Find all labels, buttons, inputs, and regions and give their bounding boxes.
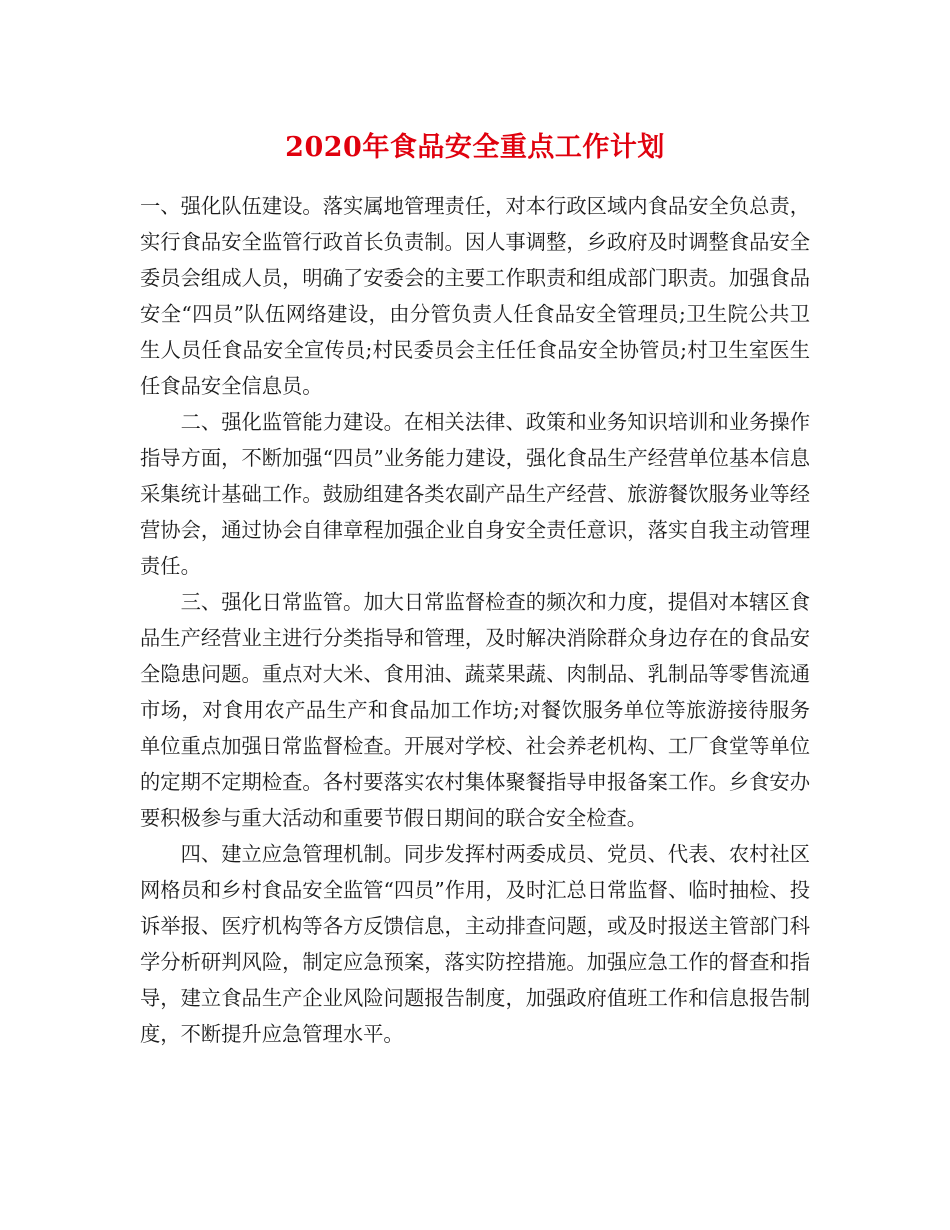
paragraph-emergency-mechanism: 四、建立应急管理机制。同步发挥村两委成员、党员、代表、农村社区网格员和乡村食品安全监管“四员”作用，及时汇总日常监督、临时抽检、投诉举报、医疗机构等各方反馈信息，主动排查问题，或及时报送主管部门科学分析研判风险，制定应急预案，落实防控措施。加强应急工作的督查和指导，建立食品生产企业风险问题报告制度，加强政府值班工作和信息报告制度，不断提升应急管理水平。 xyxy=(140,842,810,1046)
paragraph-team-building: 一、强化队伍建设。落实属地管理责任，对本行政区域内食品安全负总责，实行食品安全监管行政首长负责制。因人事调整，乡政府及时调整食品安全委员会组成人员，明确了安委会的主要工作职责和组成部门职责。加强食品安全“四员”队伍网络建设，由分管负责人任食品安全管理员;卫生院公共卫生人员任食品安全宣传员;村民委员会主任任食品安全协管员;村卫生室医生任食品安全信息员。 xyxy=(140,194,810,398)
document-body xyxy=(140,188,810,1052)
paragraph-daily-supervision: 三、强化日常监管。加大日常监督检查的频次和力度，提倡对本辖区食品生产经营业主进行分类指导和管理，及时解决消除群众身边存在的食品安全隐患问题。重点对大米、食用油、蔬菜果蔬、肉制品、乳制品等零售流通市场，对食用农产品生产和食品加工作坊;对餐饮服务单位等旅游接待服务单位重点加强日常监督检查。开展对学校、社会养老机构、工厂食堂等单位的定期不定期检查。各村要落实农村集体聚餐指导申报备案工作。乡食安办要积极参与重大活动和重要节假日期间的联合安全检查。 xyxy=(140,590,810,830)
document-title: 2020年食品安全重点工作计划 xyxy=(285,132,665,163)
paragraph-supervision-capacity: 二、强化监管能力建设。在相关法律、政策和业务知识培训和业务操作指导方面，不断加强“四员”业务能力建设，强化食品生产经营单位基本信息采集统计基础工作。鼓励组建各类农副产品生产经营、旅游餐饮服务业等经营协会，通过协会自律章程加强企业自身安全责任意识，落实自我主动管理责任。 xyxy=(140,410,810,578)
